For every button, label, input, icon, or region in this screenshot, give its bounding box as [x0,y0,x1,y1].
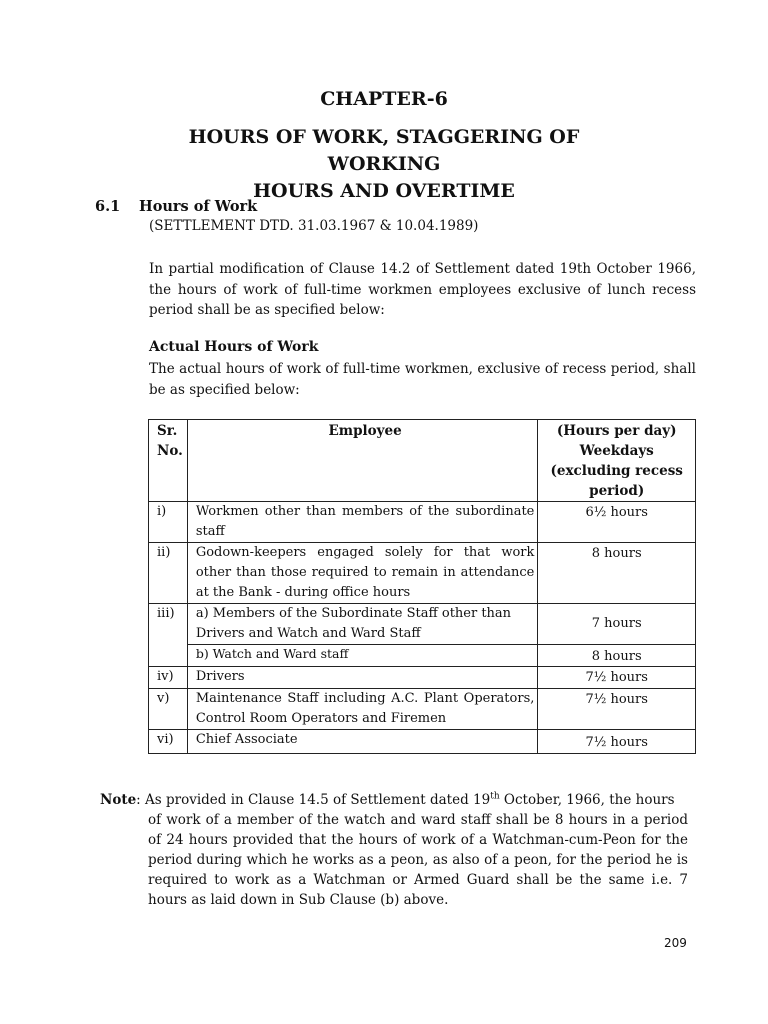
row-employee: Workmen other than members of the subordinate staff [187,502,538,543]
row-hours-value: 7 hours [591,616,642,631]
row-hours: 8 hours [538,543,696,604]
actual-hours-subheading: Actual Hours of Work [149,339,319,355]
section-number: 6.1 [95,198,121,215]
table-row [149,667,696,689]
table-row [149,604,696,645]
note-first-line [100,790,675,810]
row-hours: 7½ hours [538,730,696,754]
table-row [149,730,696,754]
header-employee: Employee [187,420,538,502]
chapter-title: CHAPTER-6 [320,88,448,110]
table-row [149,645,696,667]
header-hours: (Hours per day) Weekdays (excluding recess period) [538,420,696,502]
row-employee: Maintenance Staff including A.C. Plant Operators, Control Room Operators and Firemen [187,689,538,730]
note-continuation: of work of a member of the watch and ward staff shall be 8 hours in a period of 24 hours provided that the hours of work of a Watchman-cum-Peon for the period during which he works as a peon, as also of a peon, for the period he is required to work as a Watchman or Armed Guard shall be the same i.e. 7 hours as laid down in Sub Clause (b) above. [148,812,688,908]
hours-table [148,419,696,754]
row-employee: Chief Associate [187,730,538,754]
note-label: Note [100,792,137,808]
row-sr: iv) [149,667,188,689]
row-employee: Godown-keepers engaged solely for that work other than those required to remain in attendance at the Bank - during office hours [187,543,538,604]
note-text-start: : As provided in Clause 14.5 of Settlement dated 19 [136,792,491,808]
table-header-row [149,420,696,502]
row-hours: 7½ hours [538,667,696,689]
intro-paragraph: In partial modification of Clause 14.2 of Settlement dated 19th October 1966, the hours of work of full-time workmen employees exclusive of lunch recess period shall be as specified below: [149,261,696,318]
chapter-subtitle-line-2: HOURS AND OVERTIME [253,180,515,202]
section-title: Hours of Work [139,198,258,215]
row-sr: v) [149,689,188,730]
table-row [149,502,696,543]
actual-hours-paragraph: The actual hours of work of full-time workmen, exclusive of recess period, shall be as specified below: [149,361,696,398]
row-employee: Drivers [187,667,538,689]
row-hours: 8 hours [538,645,696,667]
chapter-subtitle [130,124,638,205]
table-row [149,689,696,730]
row-sr: ii) [149,543,188,604]
note-superscript: th [490,791,500,802]
header-sr-no: Sr. No. [149,420,188,502]
row-hours: 7½ hours [538,689,696,730]
row-employee: a) Members of the Subordinate Staff other than Drivers and Watch and Ward Staff [187,604,538,645]
note-text-after-sup: October, 1966, the hours [499,792,675,808]
row-hours: 6½ hours [538,502,696,543]
row-sr: vi) [149,730,188,754]
settlement-reference: (SETTLEMENT DTD. 31.03.1967 & 10.04.1989) [149,218,479,234]
table-row [149,543,696,604]
row-sr: i) [149,502,188,543]
row-hours [538,604,696,645]
row-sr: iii) [149,604,188,667]
page-number: 209 [664,936,687,950]
chapter-subtitle-line-1: HOURS OF WORK, STAGGERING OF WORKING [188,126,580,175]
row-employee: b) Watch and Ward staff [187,645,538,667]
